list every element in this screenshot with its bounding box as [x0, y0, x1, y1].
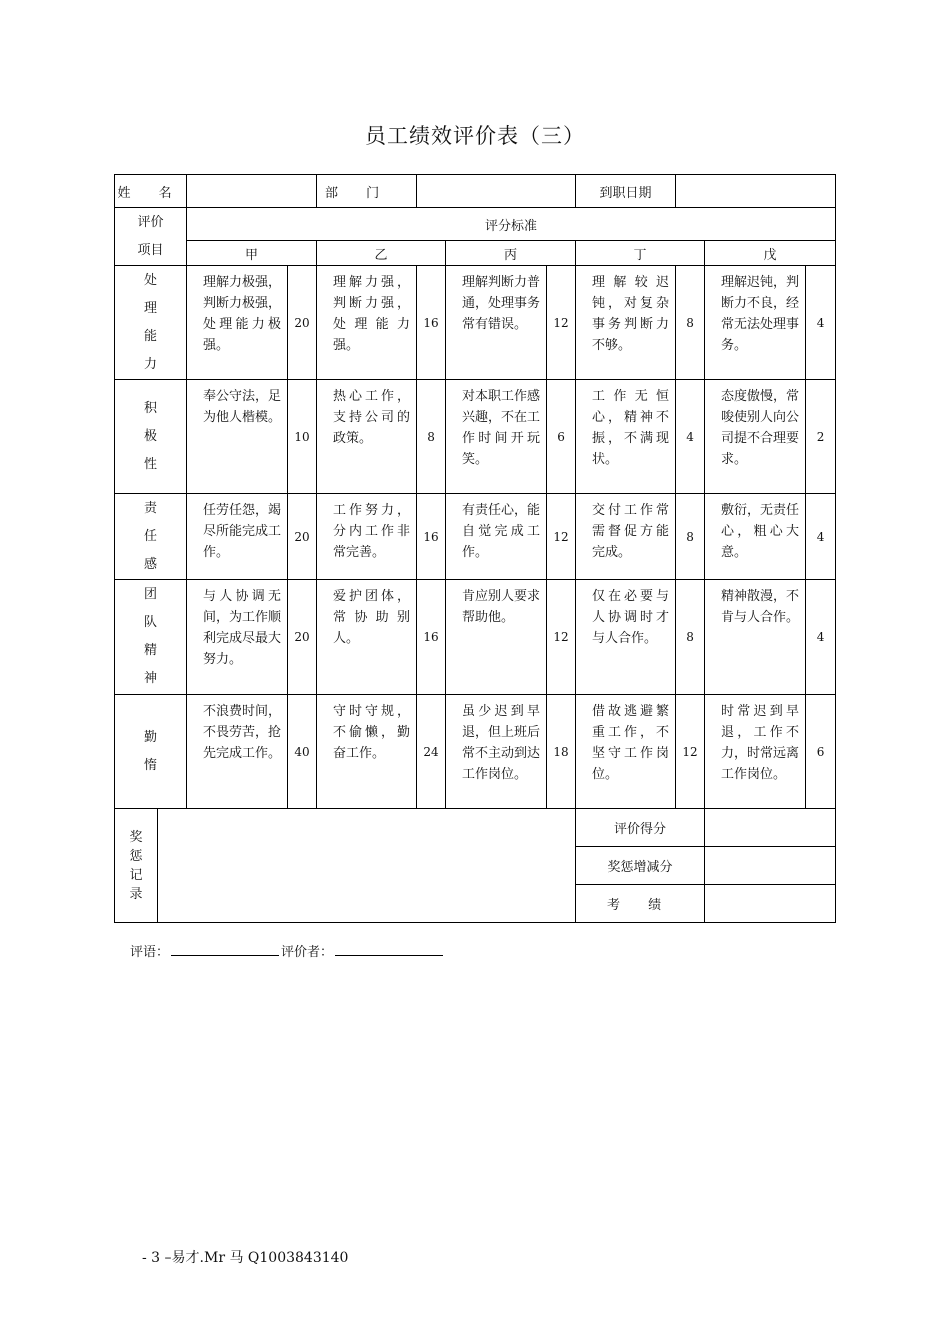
criteria-desc: 与人协调无间，为工作顺利完成尽最大努力。 — [187, 580, 288, 695]
result-field[interactable] — [705, 885, 836, 923]
criteria-desc: 工作努力，分内工作非常完善。 — [317, 494, 417, 580]
criteria-score[interactable]: 18 — [547, 695, 576, 809]
criteria-score[interactable]: 8 — [676, 580, 705, 695]
grade-e: 戊 — [705, 241, 836, 266]
dept-field[interactable] — [417, 175, 576, 208]
criteria-score[interactable]: 12 — [676, 695, 705, 809]
item-label: 团 队 精 神 — [115, 580, 187, 695]
evaluation-table — [114, 174, 836, 923]
criteria-score[interactable]: 24 — [417, 695, 446, 809]
criteria-desc: 守时守规，不偷懒，勤奋工作。 — [317, 695, 417, 809]
table-row — [115, 695, 836, 809]
criteria-desc: 热心工作，支持公司的政策。 — [317, 380, 417, 494]
table-row — [115, 380, 836, 494]
grade-row — [115, 241, 836, 266]
criteria-desc: 理解迟钝，判断力不良，经常无法处理事务。 — [705, 266, 806, 380]
item-label: 责 任 感 — [115, 494, 187, 580]
item-label: 处 理 能 力 — [115, 266, 187, 380]
adjust-field[interactable] — [705, 847, 836, 885]
criteria-score[interactable]: 2 — [806, 380, 836, 494]
criteria-score[interactable]: 4 — [806, 580, 836, 695]
criteria-desc: 时常迟到早退，工作不力，时常远离工作岗位。 — [705, 695, 806, 809]
criteria-score[interactable]: 16 — [417, 580, 446, 695]
criteria-desc: 敷衍，无责任心，粗心大意。 — [705, 494, 806, 580]
record-row — [115, 809, 836, 847]
criteria-score[interactable]: 16 — [417, 494, 446, 580]
record-field[interactable] — [158, 809, 576, 923]
criteria-score[interactable]: 6 — [547, 380, 576, 494]
comment-label: 评语： — [130, 945, 170, 960]
criteria-desc: 理解判断力普通，处理事务常有错误。 — [446, 266, 547, 380]
standard-header: 评分标准 — [187, 208, 836, 241]
criteria-desc: 理解力强，判断力强，处理能力强。 — [317, 266, 417, 380]
criteria-desc: 对本职工作感兴趣，不在工作时间开玩笑。 — [446, 380, 547, 494]
criteria-desc: 精神散漫，不肯与人合作。 — [705, 580, 806, 695]
item-header-bottom: 项目 — [137, 242, 164, 258]
result-label: 考 绩 — [576, 885, 705, 923]
date-label: 到职日期 — [576, 175, 676, 208]
criteria-score[interactable]: 8 — [417, 380, 446, 494]
evaluator-field[interactable] — [335, 941, 443, 956]
name-field[interactable] — [187, 175, 317, 208]
criteria-score[interactable]: 20 — [288, 494, 317, 580]
criteria-desc: 仅在必要与人协调时才与人合作。 — [576, 580, 676, 695]
grade-b: 乙 — [317, 241, 446, 266]
criteria-desc: 借故逃避繁重工作，不坚守工作岗位。 — [576, 695, 676, 809]
criteria-desc: 理解较迟钝，对复杂事务判断力不够。 — [576, 266, 676, 380]
score-field[interactable] — [705, 809, 836, 847]
criteria-score[interactable]: 40 — [288, 695, 317, 809]
table-row — [115, 494, 836, 580]
criteria-score[interactable]: 20 — [288, 580, 317, 695]
header-row — [115, 208, 836, 241]
criteria-score[interactable]: 12 — [547, 580, 576, 695]
table-row — [115, 266, 836, 380]
comment-line — [130, 941, 445, 960]
criteria-score[interactable]: 4 — [806, 266, 836, 380]
criteria-score[interactable]: 6 — [806, 695, 836, 809]
grade-d: 丁 — [576, 241, 705, 266]
record-label: 奖 惩 记 录 — [115, 809, 158, 923]
criteria-desc: 爱护团体，常协助别人。 — [317, 580, 417, 695]
comment-field[interactable] — [171, 941, 279, 956]
info-row — [115, 175, 836, 208]
name-label: 姓 名 — [115, 175, 187, 208]
adjust-label: 奖惩增减分 — [576, 847, 705, 885]
date-field[interactable] — [676, 175, 836, 208]
criteria-desc: 交付工作常需督促方能完成。 — [576, 494, 676, 580]
grade-a: 甲 — [187, 241, 317, 266]
criteria-score[interactable]: 4 — [806, 494, 836, 580]
score-label: 评价得分 — [576, 809, 705, 847]
item-label: 积 极 性 — [115, 380, 187, 494]
page-footer: - 3 –易才.Mr 马 Q1003843140 — [142, 1250, 349, 1266]
criteria-desc: 肯应别人要求帮助他。 — [446, 580, 547, 695]
criteria-score[interactable]: 12 — [547, 266, 576, 380]
criteria-desc: 奉公守法，足为他人楷模。 — [187, 380, 288, 494]
criteria-desc: 态度傲慢，常唆使别人向公司提不合理要求。 — [705, 380, 806, 494]
criteria-desc: 虽少迟到早退，但上班后常不主动到达工作岗位。 — [446, 695, 547, 809]
criteria-desc: 工作无恒心，精神不振，不满现状。 — [576, 380, 676, 494]
criteria-score[interactable]: 8 — [676, 494, 705, 580]
criteria-desc: 不浪费时间，不畏劳苦，抢先完成工作。 — [187, 695, 288, 809]
criteria-score[interactable]: 12 — [547, 494, 576, 580]
criteria-score[interactable]: 16 — [417, 266, 446, 380]
criteria-desc: 理解力极强，判断力极强，处理能力极强。 — [187, 266, 288, 380]
criteria-score[interactable]: 4 — [676, 380, 705, 494]
item-label: 勤 惰 — [115, 695, 187, 809]
table-row — [115, 580, 836, 695]
criteria-score[interactable]: 20 — [288, 266, 317, 380]
item-header — [115, 208, 187, 266]
grade-c: 丙 — [446, 241, 576, 266]
criteria-score[interactable]: 10 — [288, 380, 317, 494]
item-header-top: 评价 — [137, 214, 164, 230]
dept-label: 部 门 — [317, 175, 417, 208]
page-title: 员工绩效评价表（三） — [365, 124, 585, 148]
criteria-desc: 有责任心，能自觉完成工作。 — [446, 494, 547, 580]
criteria-score[interactable]: 8 — [676, 266, 705, 380]
evaluator-label: 评价者： — [281, 945, 334, 960]
criteria-desc: 任劳任怨，竭尽所能完成工作。 — [187, 494, 288, 580]
